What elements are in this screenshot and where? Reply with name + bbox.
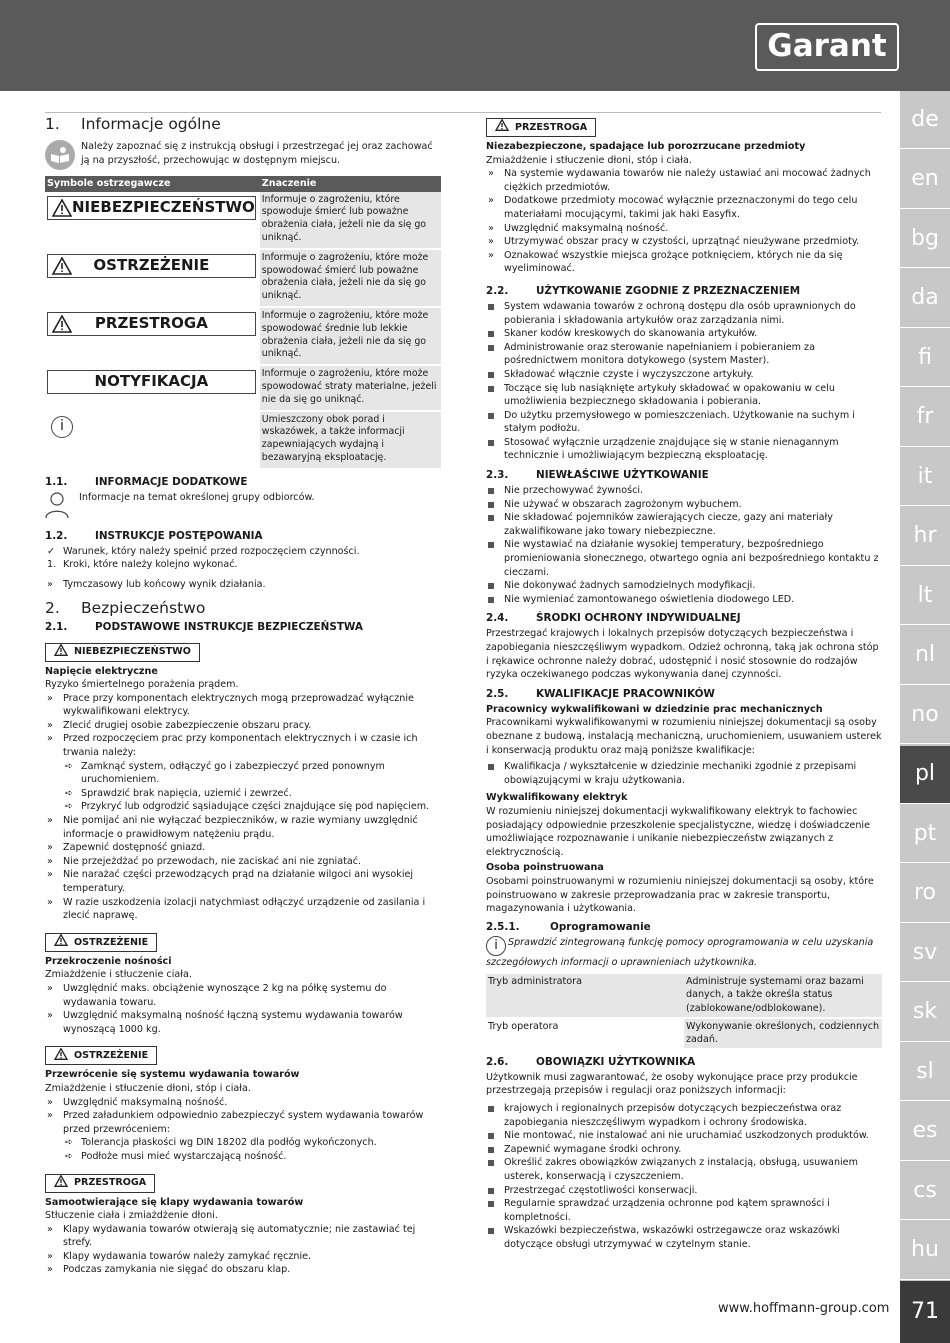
list-item: » Zapewnić dostępność gniazd. bbox=[47, 842, 206, 854]
left-column bbox=[45, 114, 441, 1277]
warning-triangle-icon bbox=[54, 644, 68, 661]
page-number: 71 bbox=[900, 1281, 950, 1343]
language-tab-pl[interactable]: pl bbox=[900, 746, 950, 804]
list-item: Stosować wyłącznie urządzenie znajdujące się w stanie nienagannym technicznie i umożliwiającym bezpieczną eksploatację. bbox=[486, 436, 882, 463]
warning-label: OSTRZEŻENIE bbox=[45, 933, 157, 952]
operator-duties-list bbox=[486, 1102, 882, 1252]
mechanics-text: Pracownikami wykwalifikowanymi w rozumieniu niniejszej dokumentacji są osoby obeznane z budową, instalacją mechaniczną, uruchomieniem, usuwaniem usterek i konserwacją produktu oraz mają poniższe kwalifikacje: bbox=[486, 717, 882, 756]
warning-label: OSTRZEŻENIE bbox=[45, 1046, 157, 1065]
list-item: 1. Kroki, które należy kolejno wykonać. bbox=[47, 559, 238, 571]
language-tab-hr[interactable]: hr bbox=[900, 508, 950, 566]
intended-use-list bbox=[486, 300, 882, 463]
warning-title: Przekroczenie nośności bbox=[45, 955, 172, 967]
language-tab-bg[interactable]: bg bbox=[900, 210, 950, 268]
list-item: Nie dokonywać żadnych samodzielnych modyfikacji. bbox=[486, 579, 882, 593]
language-tab-sv[interactable]: sv bbox=[900, 924, 950, 982]
warning-symbols-table bbox=[45, 176, 441, 470]
list-item: » Podczas zamykania nie sięgać do obszaru klap. bbox=[47, 1264, 291, 1276]
list-item: krajowych i regionalnych przepisów dotyczących bezpieczeństwa oraz zapobiegania nieszczęśliwym wypadkom i ochrony środowiska. bbox=[486, 1102, 882, 1129]
intro-block bbox=[45, 140, 441, 170]
language-tab-sk[interactable]: sk bbox=[900, 984, 950, 1042]
meaning-danger: Informuje o zagrożeniu, które spowoduje śmierć lub poważne obrażenia ciała, jeżeli nie da się go uniknąć. bbox=[260, 192, 441, 249]
signal-danger: NIEBEZPIECZEŃSTWO bbox=[47, 196, 256, 220]
list-item: Nie używać w obszarach zagrożonym wybuchem. bbox=[486, 498, 882, 512]
section-2-2-heading: 2.2. UŻYTKOWANIE ZGODNIE Z PRZEZNACZENIEM bbox=[486, 284, 801, 297]
list-item: » Uwzględnić maks. obciążenie wynoszące 2 kg na półkę systemu do wydawania towaru. bbox=[47, 982, 387, 1008]
list-item: Administrowanie oraz sterowanie napełnianiem i pobieraniem za pośrednictwem monitora dotykowego (system Master). bbox=[486, 341, 882, 368]
warning-triangle-icon bbox=[52, 257, 72, 278]
warning-triangle-icon bbox=[495, 119, 509, 136]
list-item: » Klapy wydawania towarów otwierają się automatycznie; nie zastawiać tej strefy. bbox=[47, 1223, 416, 1249]
right-column bbox=[486, 114, 882, 1252]
language-tab-de[interactable]: de bbox=[900, 91, 950, 149]
warning-triangle-icon bbox=[54, 934, 68, 951]
additional-info-block bbox=[45, 491, 441, 519]
language-tab-cs[interactable]: cs bbox=[900, 1162, 950, 1220]
list-item: Nie przechowywać żywności. bbox=[486, 484, 882, 498]
info-icon: i bbox=[486, 936, 506, 956]
list-item: ➪ Sprawdzić brak napięcia, uziemić i zewrzeć. bbox=[65, 787, 292, 799]
list-item: Składować włącznie czyste i wyczyszczone artykuły. bbox=[486, 368, 882, 382]
language-tab-pt[interactable]: pt bbox=[900, 805, 950, 863]
electrician-text: W rozumieniu niniejszej dokumentacji wykwalifikowany elektryk to fachowiec posiadający odpowiednie przeszkolenie specjalistyczne, wiedzę i doświadczenie umożliwiające rozpoznawanie i unikanie niebezpieczeństw związanych z elektrycznością. bbox=[486, 805, 870, 858]
section-2-6-heading: 2.6. OBOWIĄZKI UŻYTKOWNIKA bbox=[486, 1055, 696, 1068]
table-row: Tryb administratora Administruje systemami oraz bazami danych, a także określa status (zablokowane/odblokowane). bbox=[486, 974, 882, 1018]
meaning-warning: Informuje o zagrożeniu, które może spowodować śmierć lub poważne obrażenia ciała, jeżeli nie da się go uniknąć. bbox=[260, 249, 441, 307]
warning-list bbox=[486, 167, 882, 276]
list-item: » Dodatkowe przedmioty mocować wyłącznie przeznaczonymi do tego celu materiałami mocującymi, takimi jak haki Easyfix. bbox=[488, 195, 858, 220]
list-item: ➪ Podłoże musi mieć wystarczającą nośność. bbox=[65, 1150, 287, 1162]
header-rule bbox=[45, 112, 881, 113]
electrician-title: Wykwalifikowany elektryk bbox=[486, 792, 628, 804]
warning-desc: Zmiażdżenie i stłuczenie dłoni, stóp i ciała. bbox=[45, 1082, 251, 1094]
warning-title: Niezabezpieczone, spadające lub porozrzucane przedmioty bbox=[486, 141, 806, 152]
list-item: Regularnie sprawdzać urządzenia ochronne pod kątem sprawności i kompletności. bbox=[486, 1197, 882, 1224]
section-2-4-heading: 2.4. ŚRODKI OCHRONY INDYWIDUALNEJ bbox=[486, 612, 741, 625]
list-item: » Nie narażać części przewodzących prąd na działanie wilgoci ani wysokiej temperatury. bbox=[47, 869, 414, 895]
table-row: Tryb operatora Wykonywanie określonych, codziennych zadań. bbox=[486, 1018, 882, 1049]
warning-sublist bbox=[45, 760, 441, 814]
meaning-info: Umieszczony obok porad i wskazówek, a także informacji zapewniających wydajną i bezawaryjną eksploatację. bbox=[260, 411, 441, 469]
intro-text: Należy zapoznać się z instrukcją obsługi i przestrzegać jej oraz zachować ją na przyszłość, przechowując w dostępnym miejscu. bbox=[81, 141, 433, 166]
warning-desc: Zmiażdżenie i stłuczenie ciała. bbox=[45, 969, 192, 981]
list-item: » Nie przejeżdżać po przewodach, nie zaciskać ani nie zgniatać. bbox=[47, 855, 362, 867]
signal-warning: OSTRZEŻENIE bbox=[47, 254, 256, 278]
language-tab-hu[interactable]: hu bbox=[900, 1222, 950, 1280]
meaning-caution: Informuje o zagrożeniu, które może spowodować średnie lub lekkie obrażenia ciała, jeżeli nie da się go uniknąć. bbox=[260, 307, 441, 365]
list-item: Przestrzegać częstotliwości konserwacji. bbox=[486, 1184, 882, 1198]
language-tab-nl[interactable]: nl bbox=[900, 627, 950, 685]
warning-title: Samootwierające się klapy wydawania towarów bbox=[45, 1196, 304, 1208]
warning-sublist bbox=[45, 1136, 441, 1163]
list-item: ➪ Przykryć lub odgrodzić sąsiadujące części znajdujące się pod napięciem. bbox=[65, 801, 430, 813]
misuse-list bbox=[486, 484, 882, 606]
list-item: » W razie uszkodzenia izolacji natychmiast odłączyć urządzenie od zasilania i zlecić naprawę. bbox=[47, 896, 426, 922]
garant-logo: Garant bbox=[755, 23, 899, 71]
mechanics-list bbox=[486, 760, 882, 787]
table-head-meaning: Znaczenie bbox=[260, 176, 441, 192]
list-item: » Prace przy komponentach elektrycznych mogą przeprowadzać wyłącznie wykwalifikowani elektrycy. bbox=[47, 692, 414, 718]
list-item: Toczące się lub nasiąknięte artykuły składować w opakowaniu w celu umożliwienia bezpiecznego składowania i pobierania. bbox=[486, 382, 882, 409]
info-icon: i bbox=[51, 416, 73, 438]
person-icon bbox=[45, 491, 69, 519]
language-tab-en[interactable]: en bbox=[900, 151, 950, 209]
caution-label: PRZESTROGA bbox=[486, 118, 596, 137]
list-item: » Oznakować wszystkie miejsca grożące potknięciem, których nie da się wyeliminować. bbox=[488, 249, 843, 275]
list-item: » Klapy wydawania towarów należy zamykać ręcznie. bbox=[47, 1250, 312, 1262]
language-tab-ro[interactable]: ro bbox=[900, 865, 950, 923]
warning-list bbox=[45, 814, 441, 923]
list-item: Nie wymieniać zamontowanego oświetlenia diodowego LED. bbox=[486, 593, 882, 607]
section-2-heading: 2. Bezpieczeństwo bbox=[45, 598, 206, 617]
instruction-legend-list bbox=[45, 545, 441, 592]
meaning-notice: Informuje o zagrożeniu, które może spowodować straty materialne, jeżeli nie da się go uniknąć. bbox=[260, 365, 441, 410]
read-manual-icon bbox=[45, 140, 75, 170]
warning-desc: Zmiażdżenie i stłuczenie dłoni, stóp i ciała. bbox=[486, 154, 692, 166]
warning-list bbox=[45, 1223, 441, 1277]
list-item: » Tymczasowy lub końcowy wynik działania. bbox=[47, 578, 266, 590]
danger-label: NIEBEZPIECZEŃSTWO bbox=[45, 643, 200, 662]
warning-title: Napięcie elektryczne bbox=[45, 665, 158, 677]
list-item: » Utrzymywać obszar pracy w czystości, uprzątnąć nieużywane przedmioty. bbox=[488, 236, 860, 248]
software-note: i Sprawdzić zintegrowaną funkcję pomocy oprogramowania w celu uzyskania szczegółowych informacji o uprawnieniach użytkownika. bbox=[486, 937, 874, 969]
section-2-3-heading: 2.3. NIEWŁAŚCIWE UŻYTKOWANIE bbox=[486, 469, 709, 482]
list-item: » Nie pomijać ani nie wyłączać bezpieczników, w razie wymiany uwzględnić informacje o prawidłowym natężeniu prądu. bbox=[47, 815, 418, 840]
language-tab-fr[interactable]: fr bbox=[900, 389, 950, 447]
list-item: Nie składować pojemników zawierających ciecze, gazy ani materiały zakwalifikowane jako towary niebezpieczne. bbox=[486, 511, 882, 538]
list-item: Wskazówki bezpieczeństwa, wskazówki ostrzegawcze oraz wskazówki dotyczące obsługi utrzymywać w czytelnym stanie. bbox=[486, 1224, 882, 1251]
warning-triangle-icon bbox=[52, 315, 72, 336]
section-1-2-heading: 1.2. INSTRUKCJE POSTĘPOWANIA bbox=[45, 529, 263, 542]
warning-list bbox=[45, 1096, 441, 1137]
caution-label: PRZESTROGA bbox=[45, 1174, 155, 1193]
list-item: » Na systemie wydawania towarów nie należy ustawiać ani mocować żadnych ciężkich przedmiotów. bbox=[488, 168, 871, 193]
language-tab-sl[interactable]: sl bbox=[900, 1043, 950, 1101]
list-item: Do użytku przemysłowego w pomieszczeniach. Użytkowanie na suchym i stałym podłożu. bbox=[486, 409, 882, 436]
list-item: ➪ Zamknąć system, odłączyć go i zabezpieczyć przed ponownym uruchomieniem. bbox=[65, 760, 385, 786]
warning-triangle-icon bbox=[52, 199, 72, 220]
list-item: System wdawania towarów z ochroną dostępu dla osób uprawnionych do pobierania i składowania artykułów oraz zarządzania nimi. bbox=[486, 300, 882, 327]
table-head-symbols: Symbole ostrzegawcze bbox=[45, 176, 260, 192]
mechanics-title: Pracownicy wykwalifikowani w dziedzinie prac mechanicznych bbox=[486, 703, 823, 715]
list-item: Kwalifikacja / wykształcenie w dziedzinie mechaniki zgodnie z przepisami obowiązującymi w kraju użytkowania. bbox=[486, 760, 882, 787]
section-1-1-heading: 1.1. INFORMACJE DODATKOWE bbox=[45, 475, 248, 488]
warning-triangle-icon bbox=[54, 1048, 68, 1065]
roles-table bbox=[486, 974, 882, 1050]
signal-notice: NOTYFIKACJA bbox=[47, 370, 256, 394]
list-item: Nie wystawiać na działanie wysokiej temperatury, bezpośredniego promieniowania słonecznego, otwartego ognia ani bezpośredniego kontaktu z cieczami. bbox=[486, 538, 882, 579]
language-tab-fi[interactable]: fi bbox=[900, 329, 950, 387]
footer-url[interactable]: www.hoffmann-group.com bbox=[718, 1301, 890, 1316]
list-item: » Przed rozpoczęciem prac przy komponentach elektrycznych i w czasie ich trwania należy: bbox=[47, 733, 418, 759]
instructed-text: Osobami poinstruowanymi w rozumieniu niniejszej dokumentacji są osoby, które poinstruowano w zakresie przeprowadzania prac w zakresie transportu, magazynowania i użytkowania. bbox=[486, 875, 874, 915]
section-2-5-heading: 2.5. KWALIFIKACJE PRACOWNIKÓW bbox=[486, 687, 715, 700]
list-item: » Uwzględnić maksymalną nośność. bbox=[488, 222, 669, 234]
section-1-heading: 1. Informacje ogólne bbox=[45, 115, 221, 133]
list-item: Nie montować, nie instalować ani nie uruchamiać uszkodzonych produktów. bbox=[486, 1129, 882, 1143]
language-tab-it[interactable]: it bbox=[900, 448, 950, 506]
warning-desc: Ryzyko śmiertelnego porażenia prądem. bbox=[45, 679, 239, 691]
warning-triangle-icon bbox=[54, 1175, 68, 1192]
operator-duties-text: Użytkownik musi zagwarantować, że osoby wykonujące prace przy produkcie przestrzegają przepisów i regulacji oraz poniższych informacji: bbox=[486, 1071, 858, 1097]
warning-desc: Stłuczenie ciała i zmiażdżenie dłoni. bbox=[45, 1210, 218, 1222]
ppe-text: Przestrzegać krajowych i lokalnych przepisów dotyczących bezpieczeństwa i zapobiegania nieszczęśliwym wypadkom. Odzież ochronną, taką jak ochrona stóp i rękawice ochronne należy dobrać, udostępnić i nosić stosownie do rodzajów ryzyka oczekiwanego podczas wykonywania danej czynności. bbox=[486, 628, 879, 681]
instructed-title: Osoba poinstruowana bbox=[486, 862, 604, 874]
warning-list bbox=[45, 982, 441, 1036]
list-item: » Uwzględnić maksymalną nośność. bbox=[47, 1096, 228, 1108]
language-tab-lt[interactable]: lt bbox=[900, 567, 950, 625]
language-tab-es[interactable]: es bbox=[900, 1103, 950, 1161]
list-item: ✓ Warunek, który należy spełnić przed rozpoczęciem czynności. bbox=[47, 545, 360, 557]
list-item: Określić zakres obowiązków związanych z instalacją, obsługą, usuwaniem usterek, konserwacją i czyszczeniem. bbox=[486, 1156, 882, 1183]
warning-title: Przewrócenie się systemu wydawania towarów bbox=[45, 1069, 300, 1081]
language-tab-da[interactable]: da bbox=[900, 270, 950, 328]
list-item: Skaner kodów kreskowych do skanowania artykułów. bbox=[486, 327, 882, 341]
list-item: » Zlecić drugiej osobie zabezpieczenie obszaru pracy. bbox=[47, 719, 312, 731]
section-2-1-heading: 2.1. PODSTAWOWE INSTRUKCJE BEZPIECZEŃSTWA bbox=[45, 620, 363, 633]
warning-list bbox=[45, 692, 441, 760]
list-item: » Przed załadunkiem odpowiednio zabezpieczyć system wydawania towarów przed przewróceniem: bbox=[47, 1110, 424, 1135]
additional-info-text: Informacje na temat określonej grupy odbiorców. bbox=[79, 491, 315, 503]
language-tab-no[interactable]: no bbox=[900, 686, 950, 744]
list-item: ➪ Tolerancja płaskości wg DIN 18202 dla podłóg wykończonych. bbox=[65, 1137, 377, 1149]
list-item: Zapewnić wymagane środki ochrony. bbox=[486, 1143, 882, 1157]
signal-caution: PRZESTROGA bbox=[47, 312, 256, 336]
section-2-5-1-heading: 2.5.1. Oprogramowanie bbox=[486, 920, 651, 933]
list-item: » Uwzględnić maksymalną nośność łączną systemu wydawania towarów wynoszącą 1000 kg. bbox=[47, 1010, 403, 1035]
